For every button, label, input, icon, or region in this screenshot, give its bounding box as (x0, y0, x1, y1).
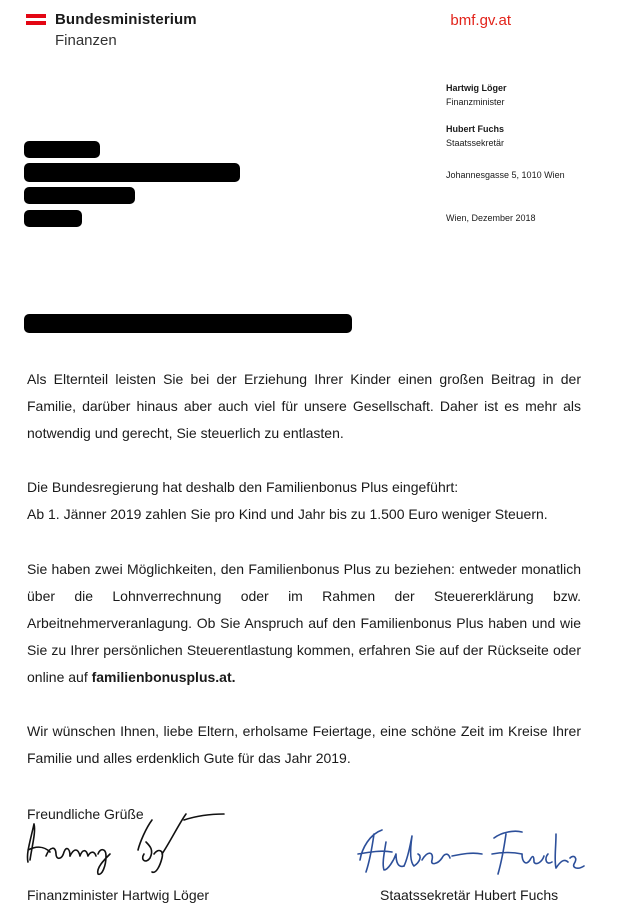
ministry-subtitle: Finanzen (55, 32, 117, 49)
redacted-recipient-line-1 (24, 141, 100, 158)
closing-greeting: Freundliche Grüße (27, 806, 144, 822)
website-link[interactable]: bmf.gv.at (450, 12, 511, 29)
redacted-recipient-line-2 (24, 163, 240, 182)
redacted-recipient-line-3 (24, 187, 135, 204)
redacted-salutation (24, 314, 352, 333)
signer-caption-left: Finanzminister Hartwig Löger (27, 887, 210, 903)
signer-caption-right: Staatssekretär Hubert Fuchs (380, 887, 559, 903)
secretary-name: Hubert Fuchs (446, 124, 505, 134)
paragraph-intro: Als Elternteil leisten Sie bei der Erziehung Ihrer Kinder einen großen Beitrag in der Familie, darüber hinaus aber auch viel für unsere Gesellschaft. Daher ist es mehr als notwendig und gerecht, Sie steuerlich zu entlasten. (27, 371, 581, 441)
ministry-name: Bundesministerium (55, 11, 197, 28)
sender-address: Johannesgasse 5, 1010 Wien (446, 170, 565, 180)
familienbonus-link[interactable]: familienbonusplus.at. (91, 669, 236, 685)
signature-left (20, 802, 230, 882)
austria-flag-stripe-middle (26, 21, 46, 25)
announcement-line-1: Die Bundesregierung hat deshalb den Familienbonus Plus eingeführt: (27, 479, 459, 495)
letter-date: Wien, Dezember 2018 (446, 213, 536, 223)
minister-title: Finanzminister (446, 97, 505, 107)
minister-name: Hartwig Löger (446, 83, 507, 93)
options-text: Sie haben zwei Möglichkeiten, den Familienbonus Plus zu beziehen: entweder monatlich über die Lohnverrechnung oder im Rahmen der Steuererklärung bzw. Arbeitnehmerveranlagung. Ob Sie Anspruch auf den Familienbonus Plus haben und wie Sie zu Ihrer persönlichen Steuerentlastung kommen, erfahren Sie auf der Rückseite oder online auf (27, 561, 581, 685)
paragraph-options (27, 556, 581, 691)
signature-right (352, 820, 592, 882)
paragraph-announcement (27, 474, 581, 528)
secretary-title: Staatssekretär (446, 138, 505, 148)
austria-flag-stripe-top (26, 14, 46, 18)
announcement-line-2: Ab 1. Jänner 2019 zahlen Sie pro Kind und Jahr bis zu 1.500 Euro weniger Steuern. (27, 506, 548, 522)
paragraph-wishes: Wir wünschen Ihnen, liebe Eltern, erholsame Feiertage, eine schöne Zeit im Kreise Ihrer Familie und alles erdenklich Gute für das Jahr 2019. (27, 723, 581, 766)
redacted-recipient-line-4 (24, 210, 82, 227)
